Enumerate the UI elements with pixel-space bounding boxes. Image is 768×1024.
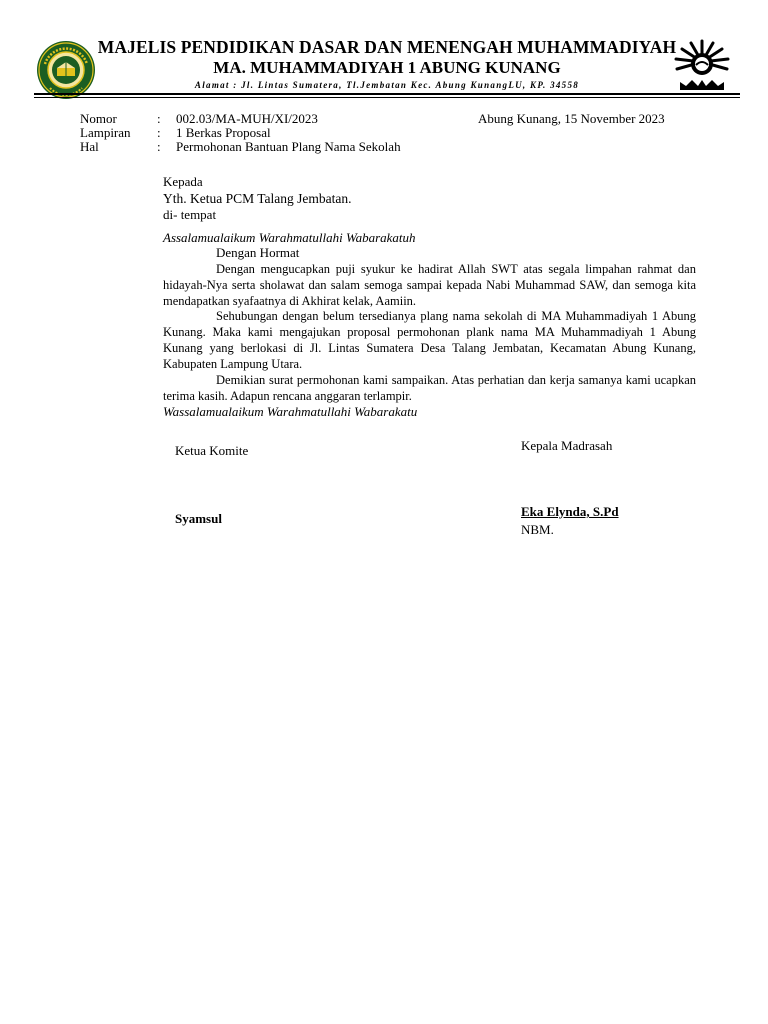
hal-colon: : [157,139,161,154]
salam-close: Wassalamualaikum Warahmatullahi Wabarakatu [163,404,418,419]
nomor-colon: : [157,111,161,126]
salam-open: Assalamualaikum Warahmatullahi Wabarakatuh [163,230,416,245]
school-name: MA. MUHAMMADIYAH 1 ABUNG KUNANG [213,58,561,77]
hal-value: Permohonan Bantuan Plang Nama Sekolah [176,139,401,154]
lampiran-value: 1 Berkas Proposal [176,125,271,140]
right-signer-name: Eka Elynda, S.Pd [521,504,619,519]
place-date: Abung Kunang, 15 November 2023 [478,111,665,126]
nomor-value: 002.03/MA-MUH/XI/2023 [176,111,318,126]
greeting: Dengan Hormat [216,245,300,260]
paragraph-3: Demikian surat permohonan kami sampaikan. Atas perhatian dan kerja samanya kami ucapkan terima kasih. Adapun rencana anggaran terlampir. [163,373,696,403]
paragraph-2: Sehubungan dengan belum tersedianya plang nama sekolah di MA Muhammadiyah 1 Abung Kunang. Maka kami mengajukan proposal permohonan plank nama MA Muhammadiyah 1 Abung Kunang yang berlokasi di Jl. Lintas Sumatera Desa Talang Jembatan, Kecamatan Abung Kunang, Kabupaten Lampung Utara. [163,309,696,371]
header-divider-thin [34,97,740,98]
left-signer-name: Syamsul [175,511,222,526]
recipient-place: di- tempat [163,207,217,222]
school-address: Alamat : Jl. Lintas Sumatera, Tl.Jembatan Kec. Abung KunangLU, KP. 34558 [194,80,580,90]
org-name-line1: MAJELIS PENDIDIKAN DASAR DAN MENENGAH MUHAMMADIYAH [97,37,677,57]
lampiran-colon: : [157,125,161,140]
hal-label: Hal [80,139,99,154]
right-signer-id: NBM. [521,522,554,537]
paragraph-1: Dengan mengucapkan puji syukur ke hadirat Allah SWT atas segala limpahan rahmat dan hidayah-Nya serta sholawat dan salam semoga sampai kepada Nabi Muhammad SAW, dan semoga kita mendapatkan syafaatnya di Akhirat kelak, Aamiin. [163,262,696,308]
right-signer-title: Kepala Madrasah [521,438,613,453]
school-seal-icon [36,40,96,100]
left-signer-title: Ketua Komite [175,443,249,458]
recipient-name: Yth. Ketua PCM Talang Jembatan. [163,191,352,206]
recipient-kepada: Kepada [163,174,203,189]
lampiran-label: Lampiran [80,125,131,140]
nomor-label: Nomor [80,111,117,126]
header-divider-thick [34,93,740,95]
